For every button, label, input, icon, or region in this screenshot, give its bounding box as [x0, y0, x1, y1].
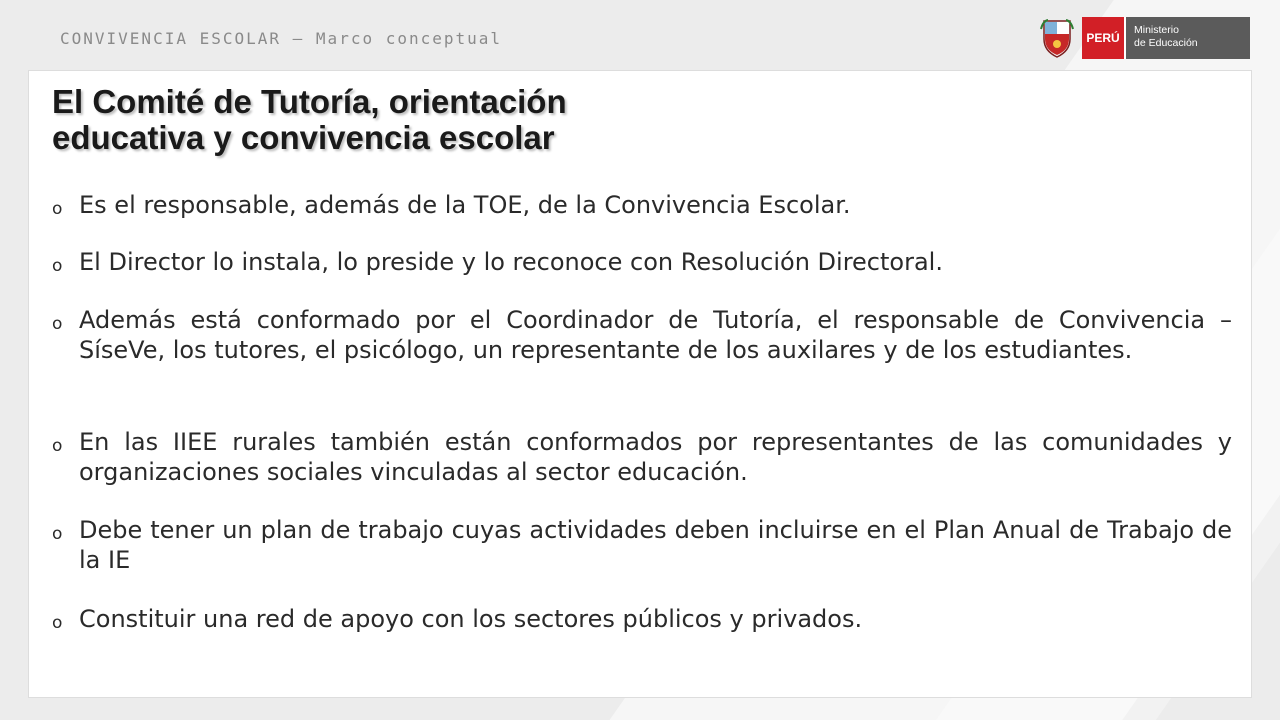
bullet-text: El Director lo instala, lo preside y lo reconoce con Resolución Directoral.	[79, 248, 943, 276]
ministry-name	[1124, 17, 1250, 59]
bullet-item	[52, 190, 1232, 220]
bullet-marker: o	[52, 314, 63, 334]
bullet-item	[52, 305, 1232, 365]
bullet-text: Constituir una red de apoyo con los sectores públicos y privados.	[79, 605, 863, 633]
bullet-marker: o	[52, 199, 63, 219]
bullet-marker: o	[52, 613, 63, 633]
bullet-text: En las IIEE rurales también están conformados por representantes de las comunidades y organizaciones sociales vinculadas al sector educación.	[79, 428, 1232, 486]
bullet-item	[52, 247, 1232, 277]
ministry-logo	[1040, 17, 1250, 59]
bullet-item	[52, 427, 1232, 487]
slide-title	[52, 84, 812, 156]
ministry-name-line2: de Educación	[1134, 37, 1198, 49]
bullet-text: Es el responsable, además de la TOE, de la Convivencia Escolar.	[79, 191, 851, 219]
bullet-text: Además está conformado por el Coordinador de Tutoría, el responsable de Convivencia – SíseVe, los tutores, el psicólogo, un representante de los auxilares y de los estudiantes.	[79, 306, 1232, 364]
slide-title-line1: El Comité de Tutoría, orientación	[52, 83, 567, 120]
bullet-text: Debe tener un plan de trabajo cuyas actividades deben incluirse en el Plan Anual de Trabajo de la IE	[79, 516, 1232, 574]
bullet-marker: o	[52, 436, 63, 456]
ministry-name-line1: Ministerio	[1134, 24, 1179, 36]
bullet-item	[52, 604, 1232, 634]
bullet-marker: o	[52, 256, 63, 276]
peru-label: PERÚ	[1082, 17, 1124, 59]
bullet-item	[52, 515, 1232, 575]
slide-title-line2: educativa y convivencia escolar	[52, 119, 555, 156]
header-title: CONVIVENCIA ESCOLAR – Marco conceptual	[60, 29, 503, 48]
coat-of-arms-icon	[1040, 17, 1074, 59]
bullet-marker: o	[52, 524, 63, 544]
